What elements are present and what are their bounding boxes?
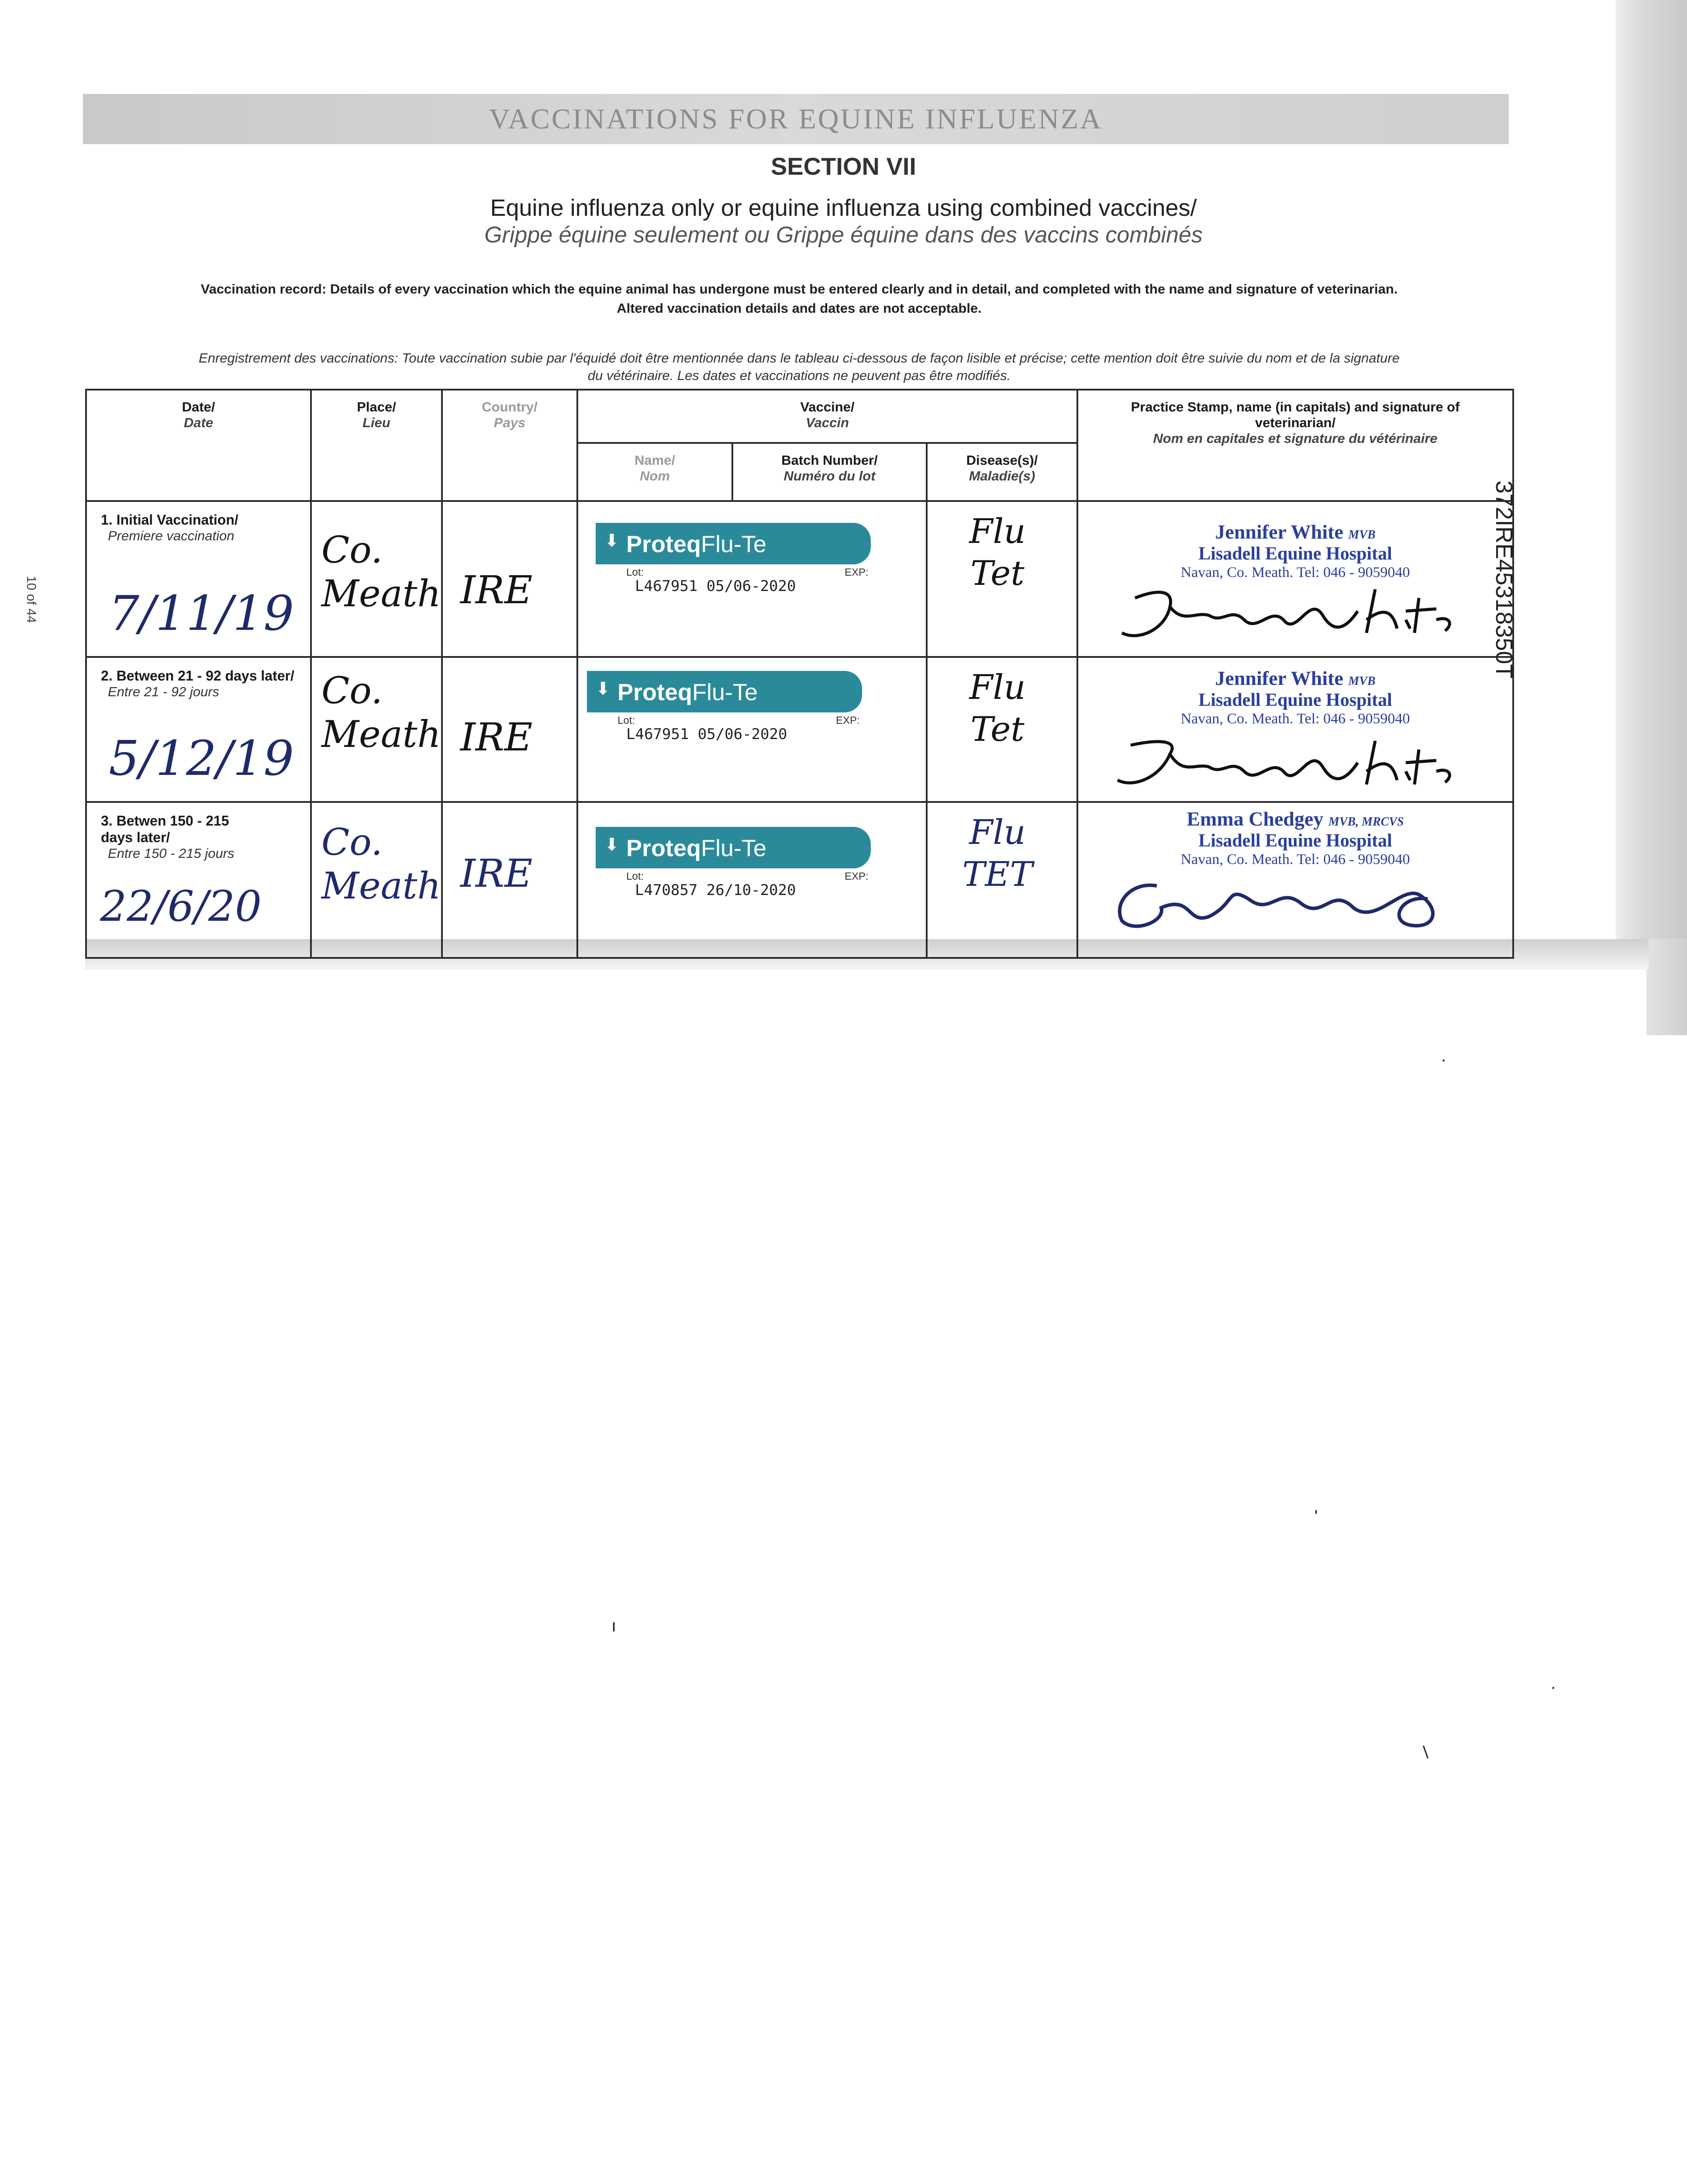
- country-cell: [442, 657, 577, 802]
- handwritten-country: IRE: [460, 850, 533, 896]
- vet-stamp: [1078, 520, 1512, 581]
- col-disease-header: [927, 443, 1077, 501]
- table-row: [86, 501, 1513, 657]
- batch-number: L470857 26/10-2020: [635, 881, 796, 899]
- vaccine-sticker: [587, 671, 862, 745]
- scan-speck: ı: [611, 1616, 617, 1635]
- col-name-fr: Nom: [640, 468, 670, 484]
- scan-speck: .: [1441, 1046, 1446, 1065]
- page-edge-shadow: [1616, 0, 1687, 939]
- vaccine-variant: Flu-Te: [692, 679, 758, 706]
- hospital-name: Lisadell Equine Hospital: [1198, 830, 1392, 851]
- lot-label: Lot:: [618, 715, 635, 727]
- vaccine-label-cell: [577, 657, 927, 802]
- vaccine-variant: Flu-Te: [701, 835, 767, 861]
- vaccination-table: [85, 389, 1514, 959]
- disease-cell: [927, 802, 1077, 958]
- col-disease-fr: Maladie(s): [969, 468, 1035, 484]
- col-vaccine-en: Vaccine/: [800, 399, 855, 415]
- col-place-en: Place/: [357, 399, 396, 415]
- vaccine-brand: Proteq: [626, 835, 701, 861]
- col-vaccine-header: [577, 390, 1077, 443]
- vet-name: Emma Chedgey: [1187, 807, 1324, 830]
- row-label-cell: [86, 501, 311, 657]
- col-name-header: [577, 443, 732, 501]
- place-line-1: Co.: [321, 820, 383, 864]
- vet-qualification: MVB: [1348, 674, 1376, 688]
- info-arrow-icon: ⬇: [596, 679, 611, 699]
- disease-line-2: Tet: [970, 554, 1025, 594]
- section-banner: [83, 94, 1509, 144]
- batch-number: L467951 05/06-2020: [635, 577, 796, 595]
- vaccine-sticker: [596, 827, 871, 901]
- vaccine-brand: Proteq: [618, 679, 693, 706]
- disease-line-1: Flu: [969, 668, 1026, 708]
- row-label-en: 2. Between 21 - 92 days later/: [101, 668, 294, 684]
- col-batch-fr: Numéro du lot: [783, 468, 876, 484]
- row-label-cell: [86, 802, 311, 958]
- vet-name: Jennifer White: [1215, 667, 1343, 690]
- row-label-fr: Entre 21 - 92 jours: [108, 684, 220, 700]
- col-batch-en: Batch Number/: [781, 453, 878, 468]
- row-label-cell: [86, 657, 311, 802]
- hospital-name: Lisadell Equine Hospital: [1198, 690, 1392, 711]
- disease-cell: [927, 657, 1077, 802]
- disease-line-1: Flu: [969, 512, 1026, 552]
- vet-signature: [1104, 732, 1463, 798]
- page-edge-shadow-lower: [1646, 939, 1687, 1035]
- stamp-cell: [1077, 802, 1513, 958]
- hospital-address: Navan, Co. Meath. Tel: 046 - 9059040: [1180, 851, 1410, 867]
- col-stamp-en: Practice Stamp, name (in capitals) and signature of veterinarian/: [1131, 399, 1460, 430]
- place-line-1: Co.: [321, 669, 383, 712]
- col-date-header: [86, 390, 311, 501]
- disease-line-2: Tet: [970, 710, 1025, 750]
- vaccine-sticker: [596, 523, 871, 597]
- record-fr-line-1: Enregistrement des vaccinations: Toute vaccination subie par l'équidé doit être mentionnée dans le tableau ci-dessous de façon lisible et précise; cette mention doit être suivie du nom et de la signature: [199, 350, 1400, 366]
- vet-name: Jennifer White: [1215, 521, 1343, 543]
- handwritten-country: IRE: [460, 567, 533, 613]
- place-cell: [311, 657, 442, 802]
- col-country-fr: Pays: [493, 415, 526, 430]
- exp-label: EXP:: [845, 567, 869, 579]
- country-cell: [442, 802, 577, 958]
- disease-cell: [927, 501, 1077, 657]
- exp-label: EXP:: [836, 715, 860, 727]
- vaccine-variant: Flu-Te: [701, 531, 767, 558]
- col-disease-en: Disease(s)/: [966, 453, 1038, 468]
- col-vaccine-fr: Vaccin: [806, 415, 849, 430]
- vet-name-line: [1078, 520, 1512, 543]
- info-arrow-icon: ⬇: [604, 835, 619, 854]
- subtitle-english: Equine influenza only or equine influenza using combined vaccines/: [490, 195, 1197, 221]
- handwritten-place: [321, 669, 441, 756]
- col-date-fr: Date: [183, 415, 214, 430]
- vet-signature: [1104, 581, 1463, 646]
- table-row: [86, 802, 1513, 958]
- section-title: SECTION VII: [771, 152, 916, 180]
- stamp-cell: [1077, 501, 1513, 657]
- hospital-address: Navan, Co. Meath. Tel: 046 - 9059040: [1180, 711, 1410, 727]
- col-batch-header: [732, 443, 927, 501]
- handwritten-country: IRE: [460, 715, 533, 760]
- row-label-en: 1. Initial Vaccination/: [101, 512, 238, 528]
- vet-signature: [1104, 868, 1463, 934]
- record-instructions-english: [79, 280, 1520, 318]
- handwritten-disease: [954, 812, 1041, 895]
- record-en-line-2: Altered vaccination details and dates are not acceptable.: [617, 301, 982, 316]
- table-row: [86, 657, 1513, 802]
- col-stamp-fr: Nom en capitales et signature du vétérinaire: [1153, 431, 1438, 446]
- disease-line-1: Flu: [969, 812, 1026, 852]
- info-arrow-icon: ⬇: [604, 531, 619, 551]
- row-label-en: 3. Betwen 150 - 215 days later/: [101, 812, 229, 845]
- scan-speck: /: [1418, 1743, 1434, 1762]
- vaccine-label-cell: [577, 501, 927, 657]
- scan-speck: ': [1314, 1507, 1318, 1526]
- handwritten-date: 22/6/20: [100, 882, 262, 931]
- page-number: 10 of 44: [24, 576, 38, 623]
- passport-number: 372IRE45318350T: [1491, 480, 1517, 679]
- vaccine-name: [618, 679, 758, 706]
- vet-name-line: [1078, 807, 1512, 830]
- handwritten-date: 7/11/19: [109, 585, 294, 642]
- place-cell: [311, 802, 442, 958]
- col-country-en: Country/: [482, 399, 538, 415]
- lot-label: Lot:: [626, 567, 644, 579]
- place-line-2: Meath: [321, 572, 441, 615]
- disease-line-2: TET: [962, 854, 1033, 894]
- handwritten-disease: [954, 667, 1041, 750]
- vet-qualification: MVB: [1348, 528, 1376, 542]
- hospital-name: Lisadell Equine Hospital: [1198, 544, 1392, 564]
- vaccine-name: [626, 531, 766, 558]
- lot-label: Lot:: [626, 870, 644, 882]
- record-en-line-1: Vaccination record: Details of every vaccination which the equine animal has undergone must be entered clearly and in detail, and completed with the name and signature of veterinarian.: [200, 281, 1398, 297]
- scan-speck: ·: [1550, 1677, 1556, 1697]
- batch-number: L467951 05/06-2020: [626, 726, 787, 743]
- col-place-fr: Lieu: [362, 415, 390, 430]
- row-label-fr: Entre 150 - 215 jours: [108, 845, 235, 861]
- vet-qualification: MVB, MRCVS: [1328, 815, 1404, 829]
- col-stamp-header: [1077, 390, 1513, 501]
- subtitle-french: Grippe équine seulement ou Grippe équine dans des vaccins combinés: [484, 222, 1203, 248]
- col-place-header: [311, 390, 442, 501]
- col-name-en: Name/: [634, 453, 676, 468]
- exp-label: EXP:: [845, 870, 869, 882]
- place-line-1: Co.: [321, 529, 383, 572]
- country-cell: [442, 501, 577, 657]
- col-date-en: Date/: [182, 399, 215, 415]
- banner-title: VACCINATIONS FOR EQUINE INFLUENZA: [489, 103, 1103, 135]
- vaccine-brand: Proteq: [626, 531, 701, 558]
- place-line-2: Meath: [321, 864, 441, 907]
- vaccine-label-cell: [577, 802, 927, 958]
- vet-name-line: [1078, 667, 1512, 690]
- row-label-fr: Premiere vaccination: [108, 528, 235, 544]
- vet-stamp: [1078, 667, 1512, 727]
- vet-stamp: [1078, 807, 1512, 868]
- handwritten-place: [321, 820, 441, 908]
- record-instructions-french: [79, 349, 1520, 384]
- handwritten-disease: [954, 511, 1041, 594]
- stamp-cell: [1077, 657, 1513, 802]
- vaccine-name: [626, 835, 766, 862]
- place-line-2: Meath: [321, 713, 441, 756]
- place-cell: [311, 501, 442, 657]
- record-fr-line-2: du vétérinaire. Les dates et vaccinations ne peuvent pas être modifiés.: [587, 368, 1011, 383]
- col-country-header: [442, 390, 577, 501]
- hospital-address: Navan, Co. Meath. Tel: 046 - 9059040: [1180, 564, 1410, 581]
- handwritten-place: [321, 528, 441, 615]
- handwritten-date: 5/12/19: [109, 730, 294, 786]
